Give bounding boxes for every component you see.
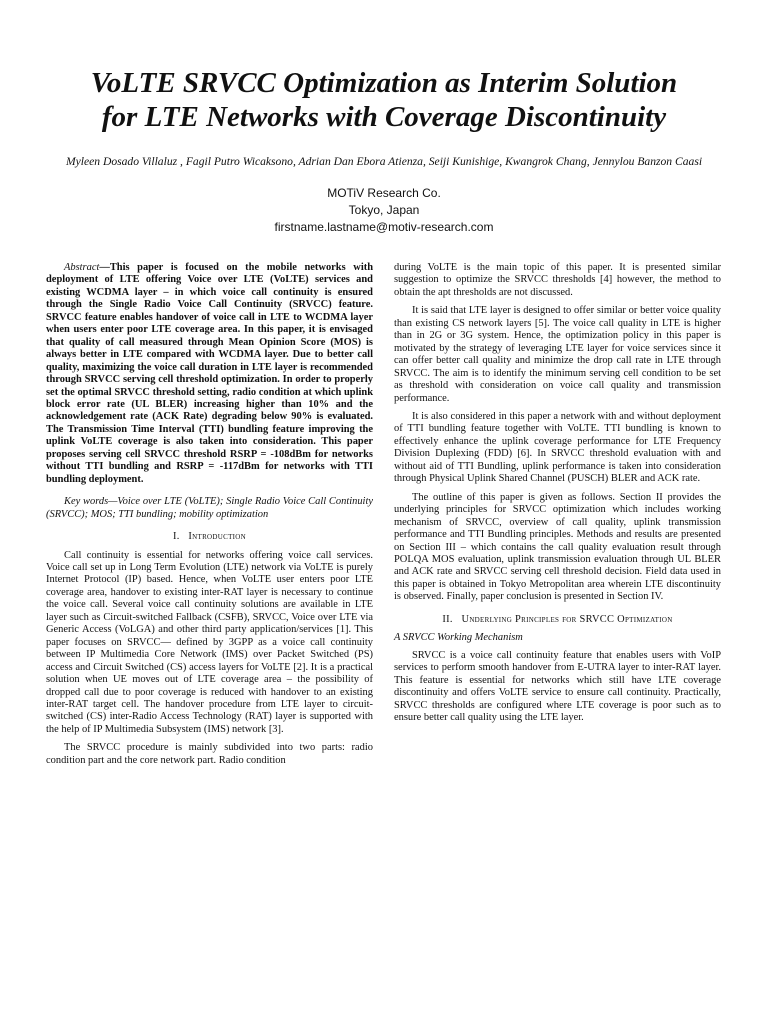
section-1-paragraph-6: The outline of this paper is given as follows. Section II provides the underlying principles for SRVCC optimization which includes working mechanism of SRVCC, overview of call quality, uplink transmission performance and TTI Bundling principles. Methods and results are presented on Section III – which contains the call quality evaluation result through POLQA MOS evaluation, uplink transmission evaluation through UL BLER and ACK rate and SRVCC serving cell threshold decision. Field data used in this paper is obtained in Tokyo Metropolitan area wherein LTE discontinuity is observed. Finally, paper conclusion is presented in Section IV. bbox=[394, 491, 721, 603]
right-column bbox=[394, 262, 721, 730]
affiliation-location: Tokyo, Japan bbox=[348, 203, 420, 217]
affiliation-email: firstname.lastname@motiv-research.com bbox=[274, 220, 494, 234]
section-1-title: Introduction bbox=[188, 531, 246, 543]
subsection-2a-heading: A SRVCC Working Mechanism bbox=[394, 632, 523, 644]
section-1-paragraph-2: The SRVCC procedure is mainly subdivided into two parts: radio condition part and the core network part. Radio condition bbox=[46, 742, 373, 766]
section-1-paragraph-5: It is also considered in this paper a network with and without deployment of TTI bundling feature together with VoLTE. TTI bundling is known to effectively enhance the uplink coverage performance for LTE Frequency Division Duplexing (FDD) [6]. In SRVCC threshold evaluation with and without aid of TTI Bundling, uplink performance is taken into consideration through Physical Uplink Shared Channel (PUSCH) BLER and ACK rate. bbox=[394, 410, 721, 485]
title-line-1: VoLTE SRVCC Optimization as Interim Solution bbox=[90, 67, 678, 99]
keywords: Key words—Voice over LTE (VoLTE); Single Radio Voice Call Continuity (SRVCC); MOS; TTI bundling; mobility optimization bbox=[46, 496, 373, 520]
abstract-text: —This paper is focused on the mobile networks with deployment of LTE offering Voice over LTE (VoLTE) services and existing WCDMA layer – in which voice call continuity is ensured through the Single Radio Voice Call Continuity (SRVCC) feature. SRVCC feature enables handover of voice call in LTE to WCDMA layer when users enter poor LTE coverage area. In this paper, it is envisaged that quality of call measured through Mean Opinion Score (MOS) is always better in LTE compared with WCDMA layer. Due to better call quality, maximizing the voice call duration in LTE layer is recommended through SRVCC serving cell threshold optimization. In order to properly set the optimal SRVCC threshold setting, radio condition at which uplink block error rate (UL BLER) increasing higher than 10% and the acknowledgement rate (ACK Rate) degrading below 90% is evaluated. The Transmission Time Interval (TTI) bundling feature improving the uplink VoLTE coverage is also taken into consideration. This paper proposes serving cell SRVCC threshold RSRP = -108dBm for networks without TTI bundling and RSRP = -117dBm for networks with TTI bundling deployment. bbox=[46, 262, 373, 485]
section-2-number: II. bbox=[442, 613, 453, 625]
section-1-paragraph-1: Call continuity is essential for networks offering voice call services. Voice call set up in Long Term Evolution (LTE) network via VoLTE is purely Internet Protocol (IP) based. Hence, when VoLTE user enters poor LTE coverage area, handover to existing inter-RAT layer is necessary to continue the voice call. Several voice call continuity solutions are available in LTE layer such as Circuit-switched Fallback (CSFB), SRVCC, Voice over LTE via Generic Access (VoLGA) and other third party application/services [1]. This paper focuses on SRVCC— defined by 3GPP as a voice call continuity between IP Multimedia Core Network (IMS) over Packet Switched (PS) access and Circuit Switched (CS) access layers for VoLTE [2]. It is a practical solution when UE moves out of LTE coverage area – the possibility of dropped call due to poor coverage is reduced with handover to an existing inter-RAT target cell. The handover procedure from LTE layer to circuit-switched (CS) inter-Radio Access Technology (RAT) layer is supported with the help of IP Multimedia Subsystem (IMS) network [3]. bbox=[46, 549, 373, 735]
section-2-paragraph-1: SRVCC is a voice call continuity feature that enables users with VoIP services to perform smooth handover from E-UTRA layer to inter-RAT layer. This feature is essential for networks which still have LTE coverage discontinuity and offers VoLTE service to ensure call continuity. Practically, SRVCC thresholds are configured where LTE coverage is poor such as to ensure better call quality using the LTE layer. bbox=[394, 649, 721, 723]
section-1-heading bbox=[46, 531, 373, 543]
paper-title bbox=[40, 66, 728, 134]
section-2-title: Underlying Principles for SRVCC Optimization bbox=[461, 613, 673, 625]
author-list: Myleen Dosado Villaluz , Fagil Putro Wicaksono, Adrian Dan Ebora Atienza, Seiji Kunishige, Kwangrok Chang, Jennylou Banzon Caasi bbox=[65, 155, 703, 168]
section-2-heading bbox=[394, 614, 721, 626]
abstract bbox=[46, 262, 373, 486]
abstract-lead: Abstract bbox=[64, 262, 100, 273]
section-1-paragraph-4: It is said that LTE layer is designed to offer similar or better voice quality than existing CS network layers [5]. The voice call quality in LTE is higher than in 2G or 3G system. Hence, the optimization policy in this paper is motivated by the strategy of leveraging LTE layer for voice services since it can offer better call quality and minimize the drop call rate in LTE through SRVCC. The aim is to identify the minimum serving cell condition to be set as threshold with consideration on voice call quality and transmission performance. bbox=[394, 305, 721, 404]
title-line-2: for LTE Networks with Coverage Discontinuity bbox=[101, 101, 667, 133]
affiliation-org: MOTiV Research Co. bbox=[327, 186, 441, 200]
section-1-number: I. bbox=[173, 531, 180, 543]
left-column bbox=[46, 262, 373, 773]
section-1-paragraph-3: during VoLTE is the main topic of this paper. It is presented similar suggestion to optimize the SRVCC thresholds [4] however, the method to obtain the apt thresholds are not discussed. bbox=[394, 262, 721, 298]
